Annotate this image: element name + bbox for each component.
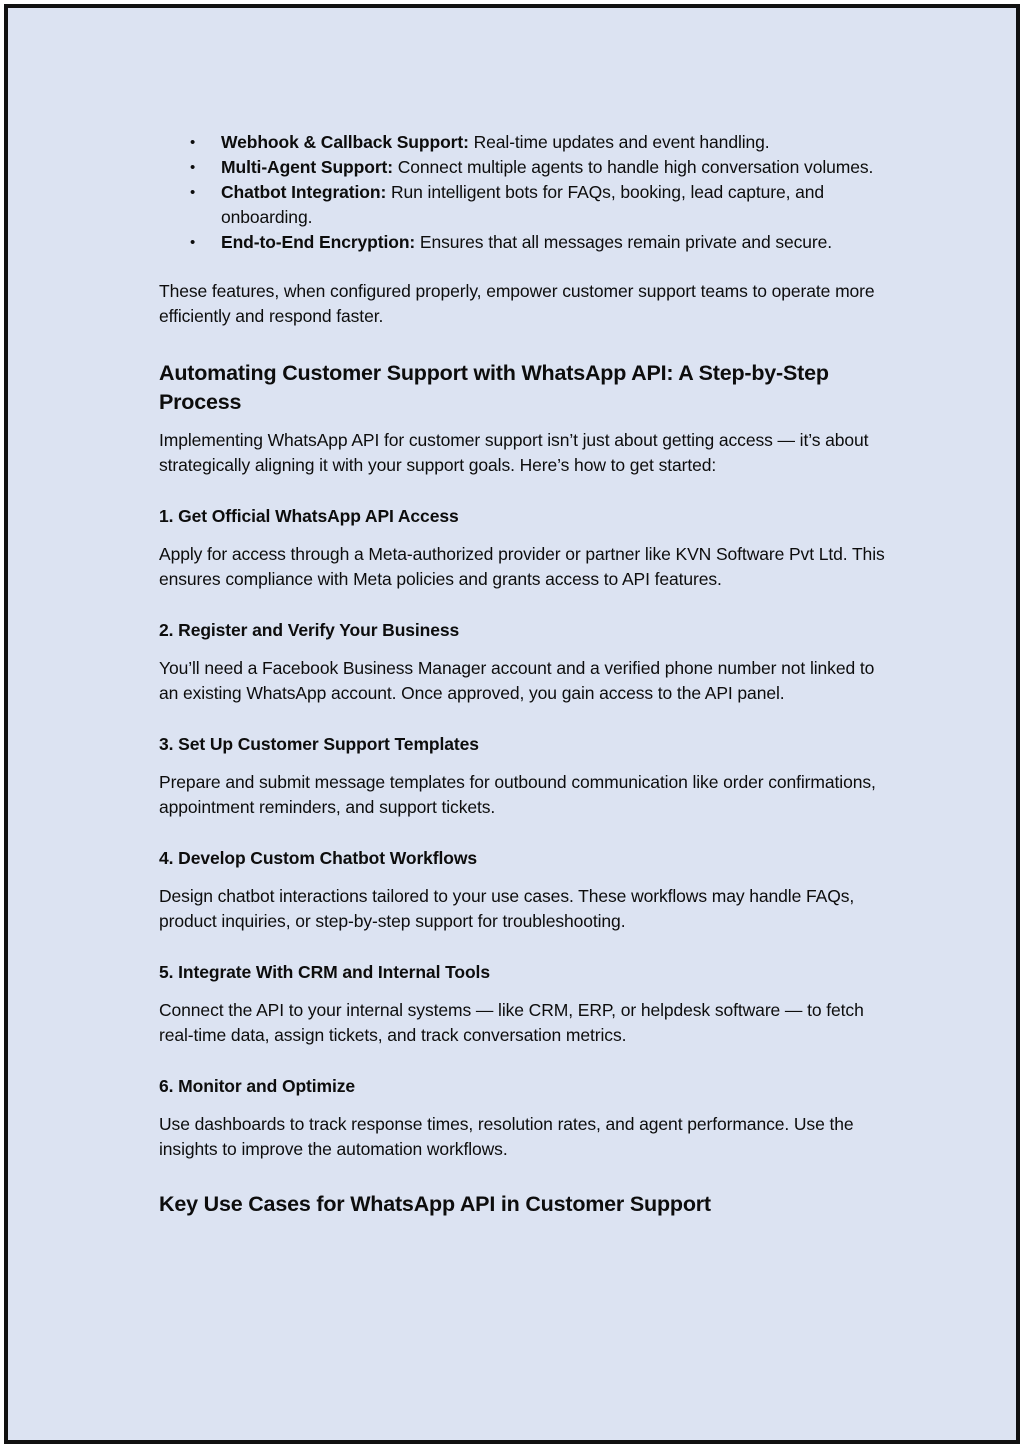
step-heading: 4. Develop Custom Chatbot Workflows bbox=[159, 848, 478, 868]
step-heading: 3. Set Up Customer Support Templates bbox=[159, 734, 479, 754]
step-text: Connect the API to your internal systems — like CRM, ERP, or helpdesk software — to fetch real-time data, assign tickets, and track conversation metrics. bbox=[159, 1000, 864, 1045]
section-heading: Automating Customer Support with WhatsApp API: A Step-by-Step Process bbox=[159, 361, 829, 414]
bullet-icon: • bbox=[190, 159, 196, 176]
step-heading: 1. Get Official WhatsApp API Access bbox=[159, 506, 459, 526]
bullet-icon: • bbox=[190, 234, 196, 251]
step-text: Use dashboards to track response times, resolution rates, and agent performance. Use the insights to improve the automation workflows. bbox=[159, 1114, 854, 1159]
list-item bbox=[159, 230, 889, 255]
step-heading: 5. Integrate With CRM and Internal Tools bbox=[159, 962, 490, 982]
list-item bbox=[159, 180, 889, 230]
list-item bbox=[159, 155, 889, 180]
step-text: You’ll need a Facebook Business Manager account and a verified phone number not linked to an existing WhatsApp account. Once approved, you gain access to the API panel. bbox=[159, 658, 875, 703]
section-intro: Implementing WhatsApp API for customer support isn’t just about getting access — it’s about strategically aligning it with your support goals. Here’s how to get started: bbox=[159, 430, 869, 475]
document-page bbox=[4, 4, 1020, 1444]
feature-title: Chatbot Integration: bbox=[221, 182, 387, 202]
feature-title: Webhook & Callback Support: bbox=[221, 132, 469, 152]
step-text: Apply for access through a Meta-authorized provider or partner like KVN Software Pvt Ltd. This ensures compliance with Meta policies and grants access to API features. bbox=[159, 544, 885, 589]
page-content bbox=[159, 130, 889, 1219]
features-summary: These features, when configured properly, empower customer support teams to operate more efficiently and respond faster. bbox=[159, 281, 875, 326]
step-heading: 2. Register and Verify Your Business bbox=[159, 620, 460, 640]
step-heading: 6. Monitor and Optimize bbox=[159, 1076, 356, 1096]
bullet-icon: • bbox=[190, 134, 196, 151]
step-text: Prepare and submit message templates for outbound communication like order confirmations, appointment reminders, and support tickets. bbox=[159, 772, 876, 817]
feature-text: Real-time updates and event handling. bbox=[468, 132, 770, 152]
bullet-icon: • bbox=[190, 184, 196, 201]
feature-title: End-to-End Encryption: bbox=[221, 232, 416, 252]
feature-list bbox=[159, 130, 889, 255]
feature-title: Multi-Agent Support: bbox=[221, 157, 393, 177]
feature-text: Connect multiple agents to handle high conversation volumes. bbox=[392, 157, 874, 177]
step-text: Design chatbot interactions tailored to your use cases. These workflows may handle FAQs, product inquiries, or step-by-step support for troubleshooting. bbox=[159, 886, 855, 931]
feature-text: Ensures that all messages remain private and secure. bbox=[415, 232, 833, 252]
section-heading: Key Use Cases for WhatsApp API in Customer Support bbox=[159, 1192, 711, 1216]
list-item bbox=[159, 130, 889, 155]
feature-text: Run intelligent bots for FAQs, booking, lead capture, and onboarding. bbox=[221, 182, 825, 227]
